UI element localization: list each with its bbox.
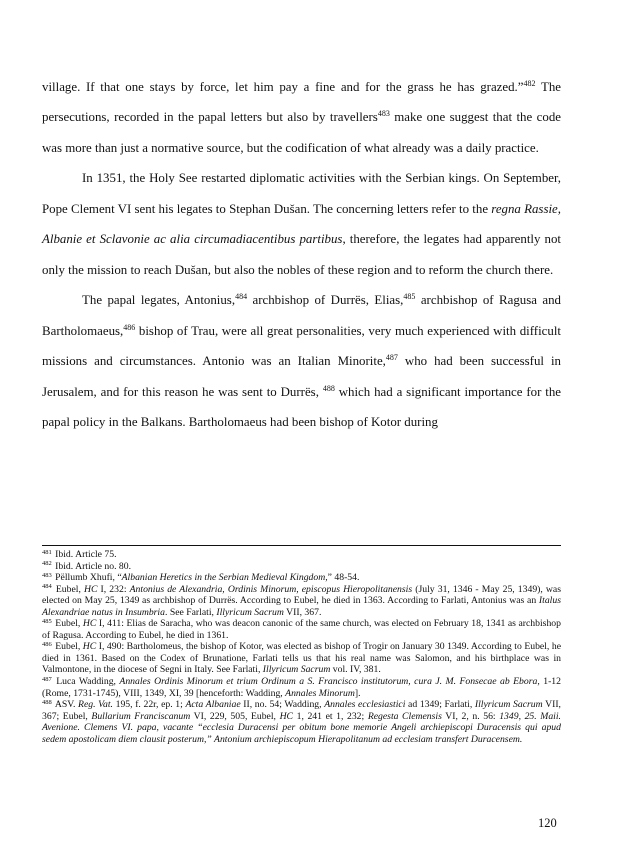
text-run: Eubel,	[52, 583, 84, 595]
footnote	[42, 699, 561, 745]
text-run: 1, 241 et 1, 232;	[293, 710, 368, 722]
text-run: 195, f. 22r, ep. 1;	[112, 699, 186, 711]
text-run: village. If that one stays by force, let him pay a fine and for the grass he has grazed.”	[42, 80, 524, 94]
text-run: II, no. 54; Wadding,	[240, 699, 325, 711]
footnote	[42, 641, 561, 676]
text-run: I, 490: Bartholomeus, the bishop of Kotor, was elected as bishop of Trogir on January 30 1349. According to Eubel, he died in 1361. Based on the Codex of Brunatione, Farlati tells us that his real name was Salomon, and his birthplace was in Valmontone, in the diocese of Segni in Italy. See Farlati,	[42, 641, 561, 676]
footnote-number: 482	[42, 560, 52, 568]
footnote-reference[interactable]: 484	[235, 292, 248, 302]
text-run: Eubel,	[52, 618, 83, 630]
text-run: archbishop of Ragusa and Bartholomaeus,	[42, 293, 562, 338]
text-run: The papal legates, Antonius,	[82, 293, 236, 308]
footnote-number: 483	[42, 571, 52, 579]
italic-text: Italus Alexandriae natus in Insumbria	[42, 595, 561, 618]
italic-text: Reg. Vat.	[78, 699, 113, 711]
text-run: which had a significant importance for the papal policy in the Balkans. Bartholomaeus had been bishop of Kotor during	[42, 384, 561, 429]
paragraph	[42, 163, 561, 285]
footnote-reference[interactable]: 482	[523, 79, 536, 88]
text-run: . See Farlati,	[164, 606, 217, 618]
footnote-number: 481	[42, 548, 52, 556]
italic-text: Illyricum Sacrum	[474, 699, 543, 711]
italic-text: Illyricum Sacrum	[262, 664, 331, 676]
italic-text: Annales Minorum	[285, 687, 355, 699]
italic-text: HC	[82, 618, 97, 630]
text-run: In 1351, the Holy See restarted diplomatic activities with the Serbian kings. On September, Pope Clement VI sent his legates to Stephan Dušan. The concerning letters refer to the	[42, 171, 561, 216]
page-number: 120	[538, 816, 557, 830]
body-text	[42, 72, 561, 437]
footnote-reference[interactable]: 488	[322, 383, 335, 393]
text-run: Pëllumb Xhufi, “	[52, 572, 122, 584]
text-run: make one suggest that the code was more than just a normative source, but the codification of what already was a daily practice.	[42, 110, 561, 155]
text-run: ].	[354, 687, 361, 699]
footnote-number: 487	[42, 675, 52, 683]
paragraph	[42, 72, 561, 163]
paragraph	[42, 285, 561, 437]
text-run: who had been successful in Jerusalem, and for this reason he was sent to Durrës,	[42, 354, 561, 399]
text-run: , therefore, the legates had apparently not only the mission to reach Dušan, but also the nobles of these region and to reform the church there.	[42, 232, 561, 277]
text-run: archbishop of Durrës, Elias,	[247, 293, 404, 308]
footnote-reference[interactable]: 483	[377, 109, 390, 119]
text-run: I, 411: Elias de Saracha, who was deacon canonic of the same church, was elected on February 18, 1341 as archbishop of Ragusa. According to Eubel, he died in 1361.	[42, 618, 561, 641]
text-run: ad 1349; Farlati,	[405, 699, 475, 711]
italic-text: HC	[83, 583, 98, 595]
footnote-number: 485	[42, 617, 52, 625]
italic-text: HC	[82, 641, 97, 653]
footnotes	[42, 549, 561, 745]
footnote	[42, 584, 561, 619]
italic-text: Regesta Clemensis	[367, 710, 442, 722]
footnote-separator	[42, 545, 561, 546]
text-run: Luca Wadding,	[52, 676, 120, 688]
text-run: VI, 2, n. 56:	[441, 710, 500, 722]
italic-text: Annales Ordinis Minorum et trium Ordinum a S. Francisco institutorum, cura J. M. Fonsecae ab Ebora	[119, 676, 538, 688]
text-run: Eubel,	[52, 641, 83, 653]
footnote-reference[interactable]: 485	[403, 292, 416, 302]
text-run: VII, 367; Eubel,	[42, 699, 561, 722]
footnote-reference[interactable]: 486	[123, 322, 136, 332]
footnote	[42, 572, 561, 584]
footnote	[42, 676, 561, 699]
text-run: VI, 229, 505, Eubel,	[190, 710, 280, 722]
text-run: bishop of Trau, were all great personalities, very much experienced with difficult missions and circumstances. Antonio was an Italian Minorite,	[42, 323, 561, 369]
text-run: vol. IV, 381.	[330, 664, 381, 676]
text-run: Ibid. Article no. 80.	[52, 560, 132, 572]
footnote-number: 486	[42, 640, 52, 648]
italic-text: Antonius de Alexandria, Ordinis Minorum, episcopus Hieropolitanensis	[129, 583, 413, 595]
text-run: Ibid. Article 75.	[52, 549, 117, 560]
footnote-reference[interactable]: 487	[385, 353, 398, 363]
text-run: I, 232:	[97, 583, 130, 595]
footnote	[42, 561, 561, 573]
footnote	[42, 549, 561, 561]
text-run: VII, 367.	[283, 606, 322, 618]
footnote-number: 484	[42, 583, 52, 591]
footnote	[42, 618, 561, 641]
footnote-number: 488	[42, 698, 52, 706]
italic-text: Bullarium Franciscanum	[91, 710, 191, 722]
italic-text: HC	[279, 710, 294, 722]
italic-text: 1349, 25. Maii. Avenione. Clemens VI. papa, vacante “ecclesia Duracensi per obitum bone memorie Angeli archiepiscopi Duracensis qui apud sedem apostolicam diem clausit posterum,” Antonium archiepiscopum Hierapolitanum ad ecclesiam transfert Duracensem.	[42, 710, 561, 745]
italic-text: regna Rassie, Albanie et Sclavonie ac alia circumadiacentibus partibus	[42, 201, 561, 247]
italic-text: Acta Albaniae	[185, 699, 241, 711]
italic-text: Illyricum Sacrum	[216, 606, 284, 618]
text-run: ASV.	[52, 699, 79, 711]
text-run: ” 48-54.	[327, 572, 360, 584]
italic-text: Annales ecclesiastici	[324, 699, 406, 711]
text-run: The persecutions, recorded in the papal letters but also by travellers	[42, 80, 562, 125]
italic-text: Albanian Heretics in the Serbian Medieval Kingdom,	[121, 572, 328, 584]
text-run: (July 31, 1346 - May 25, 1349), was elected on May 25, 1349 as archbishop of Durrës. According to Eubel, he died in 1363. According to Farlati, Antonius was an	[42, 583, 561, 607]
text-run: , 1-12 (Rome, 1731-1745), VIII, 1349, XI, 39 [henceforth: Wadding,	[42, 676, 561, 699]
